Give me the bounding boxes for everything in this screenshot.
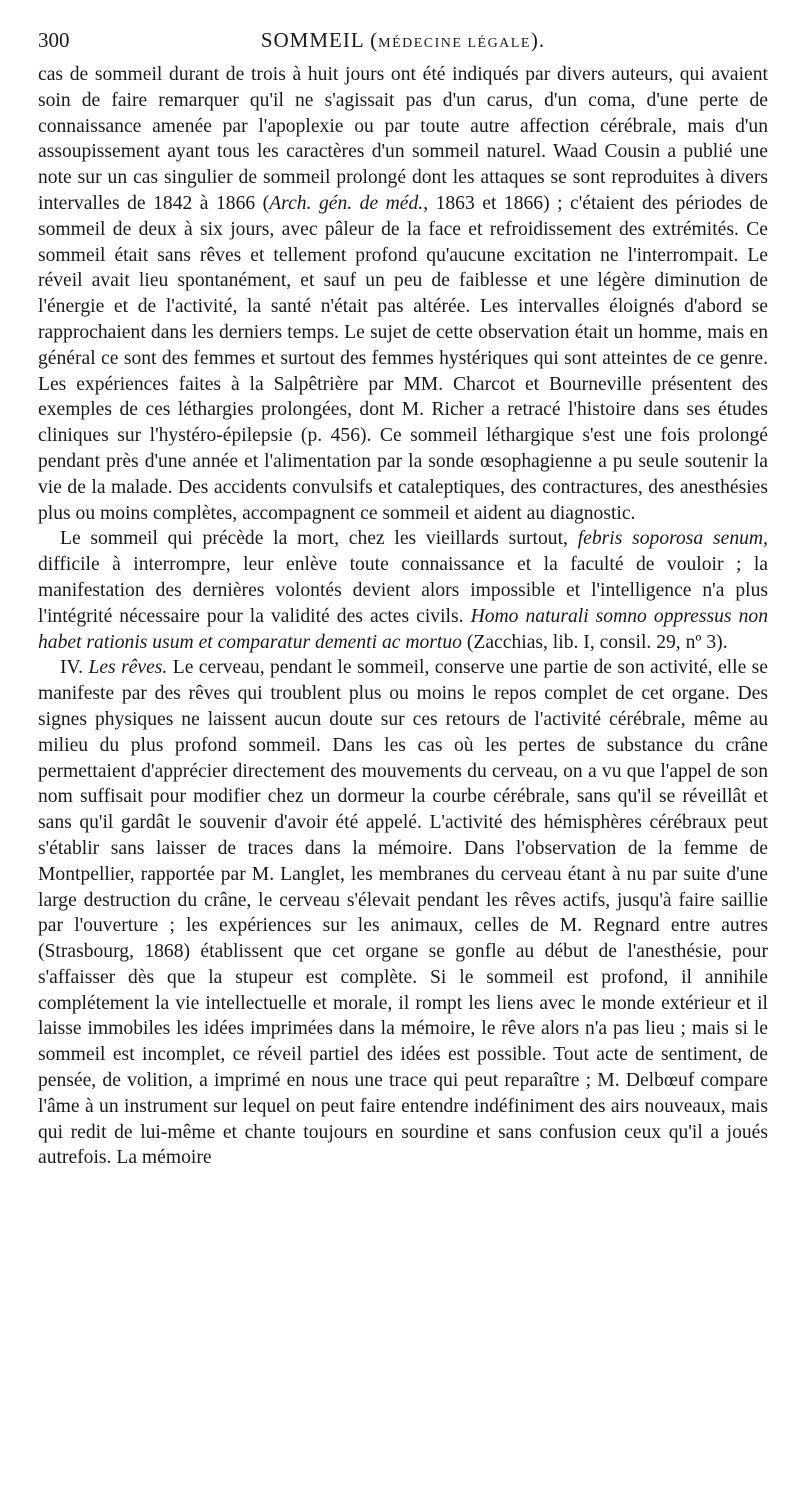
book-page xyxy=(38,28,768,1171)
text-run: Le sommeil qui précède la mort, chez les vieillards surtout, xyxy=(60,528,578,550)
page-number: 300 xyxy=(38,28,70,52)
paragraph-2 xyxy=(38,526,768,655)
paragraph-1 xyxy=(38,62,768,526)
italic-text: febris soporosa senum xyxy=(577,528,764,550)
italic-text: Homo naturali somno oppressus non habet rationis usum et comparatur dementi ac mortuo xyxy=(38,605,768,653)
text-run: , 1863 et 1866) ; c'étaient des périodes de sommeil de deux à six jours, avec pâleur de la face et refroidissement des extrémités. Ce sommeil était sans rêves et tellement profond qu'aucune excitation ne l'interrompait. Le réveil avait lieu spontanément, et sauf un peu de faiblesse et une légère diminution de l'énergie et de l'activité, la santé n'était pas altérée. Les intervalles éloignés d'abord se rapprochaient dans les derniers temps. Le sujet de cette observation était un homme, mais en général ce sont des femmes et surtout des femmes hystériques qui sont atteintes de ce genre. Les expériences faites à la Salpêtrière par MM. Charcot et Bourneville présentent des exemples de ces léthargies prolongées, dont M. Richer a retracé l'histoire dans ses études cliniques sur l'hystéro-épilepsie (p. 456). Ce sommeil léthargique s'est une fois prolongé pendant près d'une année et l'alimentation par la sonde œsophagienne a pu seule soutenir la vie de la malade. Des accidents convulsifs et cataleptiques, des contractures, des anesthésies plus ou moins complètes, accompagnent ce sommeil et aident au diagnostic. xyxy=(38,192,768,524)
running-title xyxy=(38,28,768,53)
paragraph-3 xyxy=(38,655,768,1171)
running-title-main: SOMMEIL ( xyxy=(260,28,379,52)
running-header xyxy=(38,28,768,58)
text-run: , difficile à interrompre, leur enlève toute connaissance et la faculté de vouloir ; la manifestation des dernières volontés devient alors impossible et l'intelligence n'a plus l'intégrité nécessaire pour la validité des actes civils. xyxy=(38,528,768,627)
text-run: IV. xyxy=(60,657,89,679)
running-title-end: ). xyxy=(530,28,546,52)
text-run: (Zacchias, lib. I, consil. 29, nº 3). xyxy=(461,631,728,653)
text-run: cas de sommeil durant de trois à huit jours ont été indiqués par divers auteurs, qui avaient soin de faire remarquer qu'il ne s'agissait pas d'un carus, d'un coma, d'une perte de connaissance amenée par l'apoplexie ou par toute autre affection cérébrale, mais d'un assoupissement ayant tous les caractères d'un sommeil naturel. Waad Cousin a publié une note sur un cas singulier de sommeil prolongé dont les attaques se sont reproduites à divers intervalles de 1842 à 1866 ( xyxy=(38,64,768,214)
body-text xyxy=(38,62,768,1171)
italic-text: Les rêves. xyxy=(88,657,168,679)
text-run: Le cerveau, pendant le sommeil, conserve une partie de son activité, elle se manifeste par des rêves qui troublent plus ou moins le repos complet de cet organe. Des signes physiques ne laissent aucun doute sur ces retours de l'activité cérébrale, même au milieu du plus profond sommeil. Dans les cas où les pertes de substance du crâne permettaient d'apprécier directement des mouvements du cerveau, on a vu que l'appel de son nom suffisait pour modifier chez un dormeur la courbe cérébrale, sans qu'il se réveillât et sans qu'il gardât le souvenir d'avoir été appelé. L'activité des hémisphères cérébraux peut s'établir sans laisser de traces dans la mémoire. Dans l'observation de la femme de Montpellier, rapportée par M. Langlet, les membranes du cerveau étant à nu par suite d'une large destruction du crâne, le cerveau s'élevait pendant les rêves actifs, jusqu'à faire saillie par l'ouverture ; les expériences sur les animaux, celles de M. Regnard entre autres (Strasbourg, 1868) établissent que cet organe se gonfle au début de l'anesthésie, pour s'affaisser dès que la stupeur est complète. Si le sommeil est profond, il annihile complétement la vie intellectuelle et morale, il rompt les liens avec le monde extérieur et il laisse immobiles les idées imprimées dans la mémoire, le rêve alors n'a pas lieu ; mais si le sommeil est incomplet, ce réveil partiel des idées est possible. Tout acte de sentiment, de pensée, de volition, a imprimé en nous une trace qui peut reparaître ; M. Delbœuf compare l'âme à un instrument sur lequel on peut faire entendre indéfiniment des airs nouveaux, mais qui redit de lui-même et chante toujours en sourdine et sans confusion ceux qu'il a joués autrefois. La mémoire xyxy=(38,657,768,1169)
running-title-subject: MÉDECINE LÉGALE xyxy=(378,36,531,51)
italic-text: Arch. gén. de méd. xyxy=(269,192,424,214)
